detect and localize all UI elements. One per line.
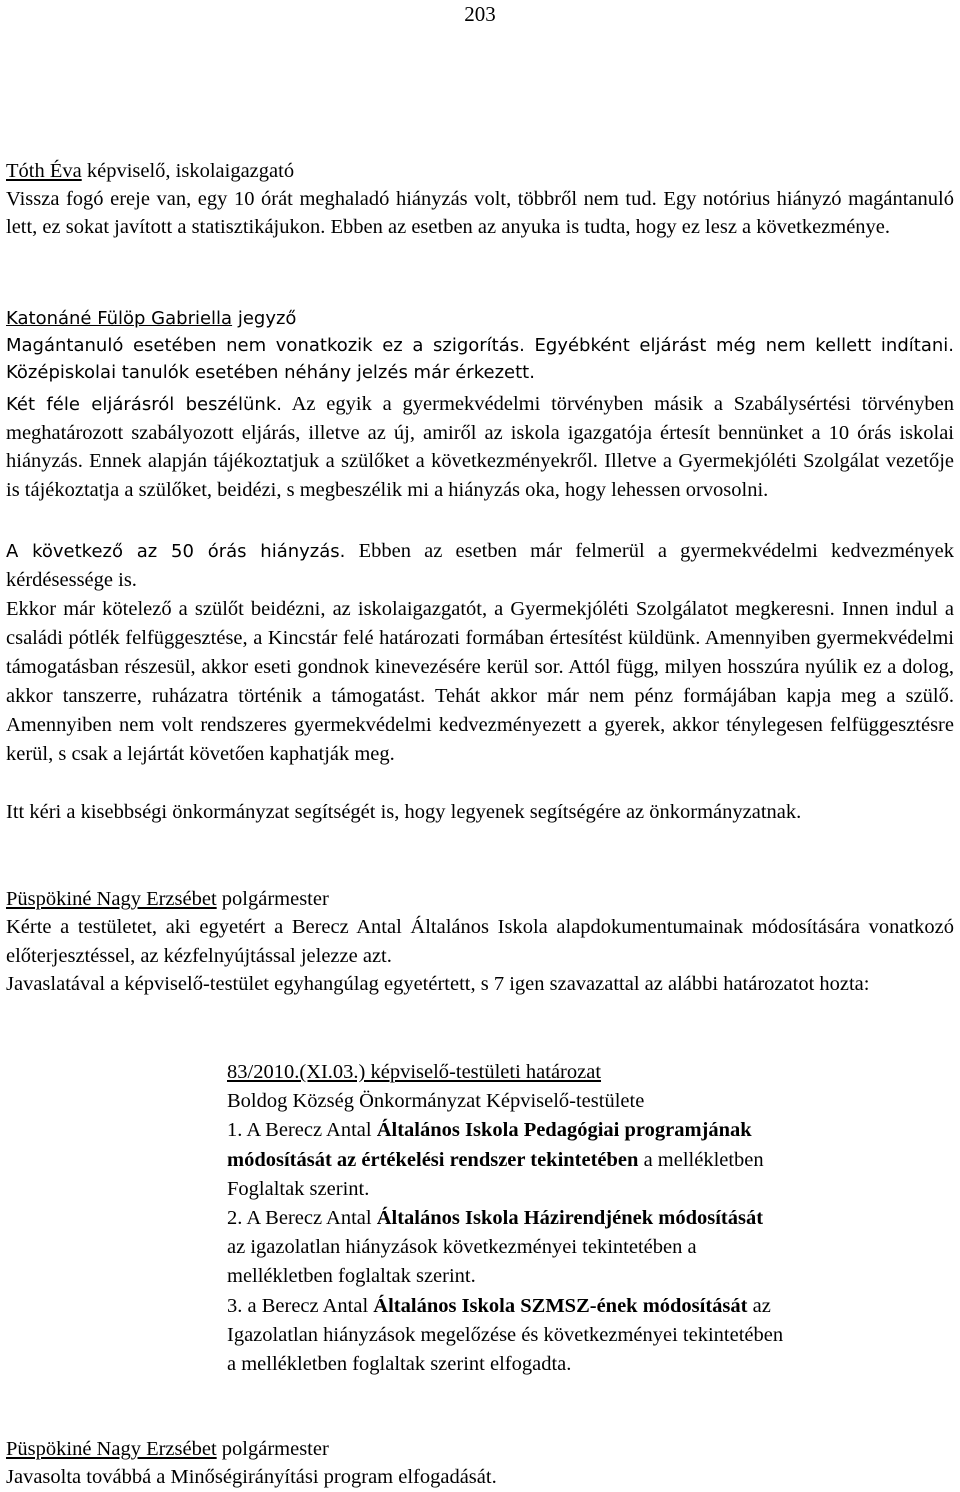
item-bold: módosítását az értékelési rendszer tekintetében <box>227 1148 639 1171</box>
speaker-line-katonane <box>6 306 954 333</box>
resolution-item-3-cont: Igazolatlan hiányzások megelőzése és következményei tekintetében <box>227 1323 784 1346</box>
resolution-item-3-end: a mellékletben foglaltak szerint elfogadta. <box>227 1353 572 1376</box>
paragraph-lead: A következő az 50 órás hiányzás. <box>6 541 346 562</box>
resolution-item-2 <box>227 1204 907 1233</box>
resolution-title: 83/2010.(XI.03.) képviselő-testületi határozat <box>227 1061 602 1083</box>
katonane-paragraph-2 <box>6 390 954 504</box>
speaker-line-toth <box>6 158 954 186</box>
speaker-role: polgármester <box>216 1438 329 1460</box>
paragraph-rest: Az egyik a gyermekvédelmi törvényben másik a Szabálysértési törvényben meghatározott szabályozott eljárás, illetve az új, amiről az iskola igazgatója értesít bennünket a 10 órás iskolai hiányzás. Ennek alapján tájékoztatjuk a szülőket a következményekről. Illetve a Gyermekjóléti Szolgálat vezetője is tájékoztatja a szülőket, beidézi, s megbeszélik mi a hiányzás oka, hogy lehessen orvosolni. <box>6 393 954 501</box>
item-text: 1. A Berecz Antal <box>227 1119 377 1142</box>
item-bold: Általános Iskola Házirendjének módosítását <box>376 1207 764 1230</box>
katonane-paragraph-4: Ekkor már kötelező a szülőt beidézni, az iskolaigazgatót, a Gyermekjóléti Szolgálatot megkeresni. Innen indul a családi pótlék felfüggesztése, a Kincstár felé határozati formában értesítést küldünk. Amennyiben gyermekvédelmi támogatásban részesül, akkor eseti gondnok kinevezésére kerül sor. Attól függ, milyen hosszúra nyúlik ez a dolog, akkor tanszerre, ruházatra történik a támogatást. Tehát akkor már nem pénz formájában kapja meg a szülő. Amennyiben nem volt rendszeres gyermekvédelmi kedvezményezett a gyerek, akkor ténylegesen felfüggesztésre kerül, s csak a lejártát követően kaphatják meg. <box>6 598 954 765</box>
speaker-line-puspokine <box>6 885 954 913</box>
resolution-item-2-cont: az igazolatlan hiányzások következményei tekintetében a <box>227 1236 697 1259</box>
toth-paragraph: Vissza fogó ereje van, egy 10 órát meghaladó hiányzás volt, többről nem tud. Egy notórius hiányzó magántanuló lett, ez sokat javított a statisztikájukon. Ebben az esetben az anyuka is tudta, hogy ez lesz a következménye. <box>6 188 954 238</box>
speaker-name: Tóth Éva <box>6 160 82 182</box>
item-text: a mellékletben <box>638 1148 764 1171</box>
speaker-name: Püspökiné Nagy Erzsébet <box>6 888 217 910</box>
resolution-body: Boldog Község Önkormányzat Képviselő-testülete <box>227 1090 645 1113</box>
paragraph-lead: Két féle eljárásról beszélünk. <box>6 394 282 415</box>
puspokine-paragraph-1: Kérte a testületet, aki egyetért a Berecz Antal Általános Iskola alapdokumentumainak módosítására vonatkozó előterjesztéssel, az kézfelnyújtással jelezze azt. <box>6 916 954 967</box>
item-text: 2. A Berecz Antal <box>227 1207 377 1230</box>
speaker-role: jegyző <box>232 308 297 329</box>
katonane-paragraph-3 <box>6 537 954 594</box>
speaker-role: polgármester <box>216 888 329 910</box>
resolution-item-3 <box>227 1292 907 1321</box>
katonane-paragraph-1: Magántanuló esetében nem vonatkozik ez a szigorítás. Egyébként eljárást még nem kellett indítani. Középiskolai tanulók esetében néhány jelzés már érkezett. <box>6 335 954 383</box>
paragraph-rest: Ebben az esetben már felmerül a gyermekvédelmi kedvezmények kérdésessége is. <box>6 540 954 591</box>
item-bold: Általános Iskola SZMSZ-ének módosítását <box>373 1294 748 1317</box>
speaker-role: képviselő, iskolaigazgató <box>81 160 295 182</box>
page-number: 203 <box>464 2 496 26</box>
resolution-item-1-cont <box>227 1146 907 1175</box>
resolution-item-1-end: Foglaltak szerint. <box>227 1177 370 1200</box>
puspokine-2-paragraph: Javasolta továbbá a Minőségirányítási program elfogadását. <box>6 1466 497 1488</box>
resolution-item-2-end: mellékletben foglaltak szerint. <box>227 1265 476 1288</box>
resolution-block <box>227 1058 907 1379</box>
puspokine-paragraph-2: Javaslatával a képviselő-testület egyhangúlag egyetértett, s 7 igen szavazattal az alábbi határozatot hozta: <box>6 973 870 995</box>
speaker-name: Püspökiné Nagy Erzsébet <box>6 1438 217 1460</box>
item-text: az <box>747 1294 771 1317</box>
item-bold: Általános Iskola Pedagógiai programjának <box>376 1119 752 1142</box>
speaker-line-puspokine-2 <box>6 1435 954 1463</box>
katonane-paragraph-5: Itt kéri a kisebbségi önkormányzat segítségét is, hogy legyenek segítségére az önkormányzatnak. <box>6 801 802 823</box>
item-text: 3. a Berecz Antal <box>227 1294 374 1317</box>
resolution-item-1 <box>227 1116 907 1145</box>
speaker-name: Katonáné Fülöp Gabriella <box>6 308 233 329</box>
